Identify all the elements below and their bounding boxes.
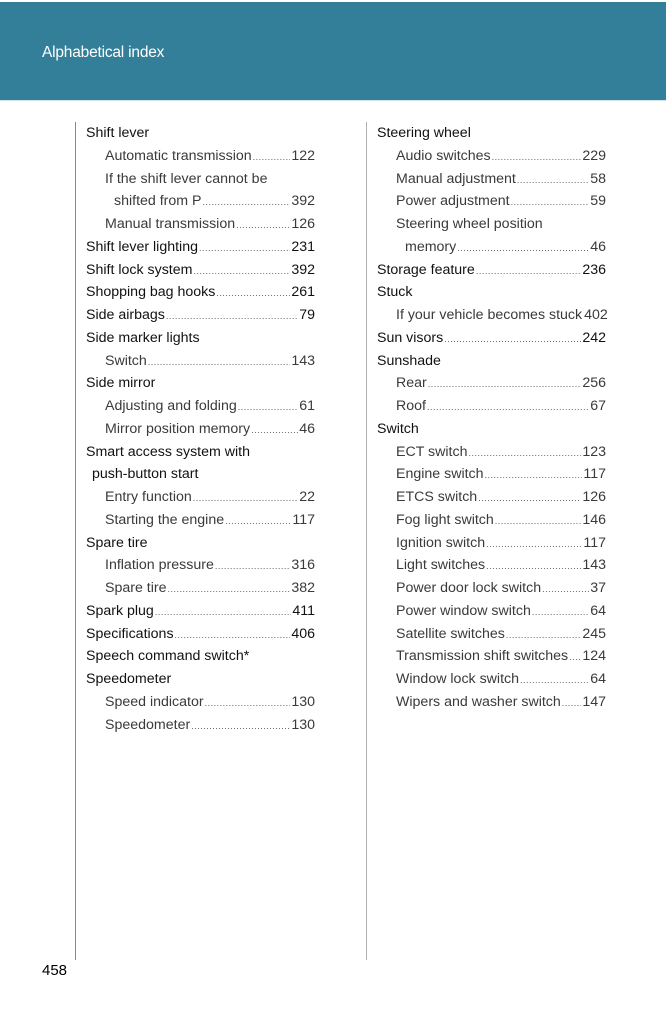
index-entry-label: Adjusting and folding (105, 398, 237, 414)
index-entry-page[interactable]: 143 (291, 352, 315, 369)
index-entry[interactable] (86, 350, 315, 373)
dot-leader (511, 191, 590, 214)
index-entry-label: Automatic transmission (105, 147, 252, 164)
index-entry-label: Light switches (396, 557, 486, 574)
dot-leader (542, 578, 589, 601)
index-entry (86, 463, 315, 486)
index-entry[interactable] (86, 236, 315, 259)
index-entry[interactable] (377, 441, 606, 464)
index-entry-page[interactable]: 126 (291, 216, 315, 232)
index-entry-label: push-button start (92, 466, 199, 483)
dot-leader (175, 624, 291, 647)
index-entry-label: Wipers and washer switch (396, 693, 561, 710)
index-entry-page[interactable]: 130 (291, 716, 315, 733)
index-list-right (377, 122, 606, 714)
index-entry-page[interactable]: 64 (590, 602, 606, 619)
dot-leader (215, 555, 290, 578)
index-entry-label: Window lock switch (396, 671, 519, 687)
index-entry-label: If the shift lever cannot be (105, 170, 268, 187)
dot-leader (520, 669, 589, 692)
index-entry-label: memory (405, 238, 457, 255)
index-entry (86, 668, 315, 691)
dot-leader (562, 692, 582, 715)
index-entry-page[interactable]: 406 (291, 625, 315, 642)
index-entry-label: Manual transmission (105, 216, 236, 232)
index-entry-label: Switch (105, 352, 147, 369)
index-entry-label: Shift lever lighting (86, 238, 198, 255)
index-entry-label: Steering wheel (377, 125, 471, 141)
index-entry-label: If your vehicle becomes stuck (396, 307, 583, 323)
index-entry[interactable] (377, 691, 606, 714)
index-list-left (86, 122, 315, 736)
index-entry-label: Mirror position memory (105, 420, 251, 437)
index-entry-label: Roof (396, 398, 426, 414)
dot-leader (485, 464, 583, 487)
index-entry[interactable] (86, 554, 315, 577)
index-entry-page[interactable]: 245 (582, 625, 606, 642)
dot-leader (193, 260, 290, 283)
index-entry-page[interactable]: 61 (299, 398, 315, 414)
index-entry[interactable] (86, 577, 315, 600)
index-entry-label: Starting the engine (105, 511, 225, 528)
index-entry-label: Side airbags (86, 307, 165, 323)
index-entry[interactable] (86, 418, 315, 441)
index-entry-label: Stuck (377, 284, 413, 301)
dot-leader (468, 442, 581, 465)
index-entry-page[interactable]: 59 (590, 193, 606, 210)
index-entry (86, 372, 315, 395)
index-entry-label: Power window switch (396, 602, 531, 619)
index-entry-page[interactable]: 124 (582, 648, 606, 665)
dot-leader (166, 305, 298, 328)
dot-leader (428, 373, 582, 396)
index-entry-page[interactable]: 229 (582, 147, 606, 164)
index-entry-page[interactable]: 261 (291, 284, 315, 301)
index-entry-label: Manual adjustment (396, 170, 516, 187)
index-entry-page[interactable]: 126 (582, 489, 606, 505)
index-entry-label: Spare tire (86, 534, 148, 551)
index-entry[interactable] (86, 714, 315, 737)
index-entry-page[interactable]: 316 (291, 557, 315, 574)
index-entry-page[interactable]: 67 (590, 398, 606, 414)
index-entry[interactable] (377, 623, 606, 646)
dot-leader (532, 601, 589, 624)
index-entry-label: Side marker lights (86, 329, 200, 346)
index-entry-page[interactable]: 37 (590, 580, 606, 596)
index-entry[interactable] (86, 691, 315, 714)
index-entry[interactable] (377, 554, 606, 577)
index-entry-label: Speed indicator (105, 693, 204, 710)
index-entry-label: Sunshade (377, 352, 441, 369)
index-entry (86, 168, 315, 191)
index-entry[interactable] (377, 190, 606, 213)
dot-leader (457, 237, 589, 260)
dot-leader (203, 191, 291, 214)
index-entry[interactable] (377, 600, 606, 623)
index-entry[interactable] (86, 145, 315, 168)
index-entry[interactable] (86, 304, 315, 327)
index-entry-label: Power door lock switch (396, 580, 542, 596)
index-entry-label: Audio switches (396, 147, 491, 164)
dot-leader (238, 396, 298, 419)
index-entry-page[interactable]: 256 (582, 375, 606, 392)
index-entry-page[interactable]: 392 (291, 261, 315, 278)
index-entry[interactable] (377, 236, 606, 259)
index-entry (86, 122, 315, 145)
dot-leader (506, 624, 582, 647)
index-entry-page[interactable]: 46 (590, 238, 606, 255)
index-entry[interactable] (377, 304, 606, 327)
dot-leader (251, 419, 298, 442)
dot-leader (168, 578, 291, 601)
page-title: Alphabetical index (42, 44, 165, 61)
index-entry (86, 327, 315, 350)
dot-leader (236, 214, 290, 237)
index-entry-page[interactable]: 58 (590, 170, 606, 187)
index-entry[interactable] (86, 623, 315, 646)
index-entry-label: Smart access system with (86, 443, 250, 460)
index-entry[interactable] (377, 168, 606, 191)
index-entry-page[interactable]: 411 (292, 602, 315, 619)
index-entry-label: Speedometer (86, 671, 172, 687)
index-entry (377, 122, 606, 145)
index-entry-label: Fog light switch (396, 511, 494, 528)
index-entry-label: Shift lever (86, 125, 150, 141)
index-entry-label: ETCS switch (396, 489, 478, 505)
index-entry-page[interactable]: 117 (292, 511, 315, 528)
index-entry-label: Transmission shift switches (396, 648, 569, 665)
index-entry[interactable] (86, 190, 315, 213)
index-entry[interactable] (377, 145, 606, 168)
dot-leader (199, 237, 290, 260)
index-entry[interactable] (86, 213, 315, 236)
dot-leader (486, 555, 581, 578)
dot-leader (216, 282, 290, 305)
index-entry-label: Switch (377, 420, 419, 437)
index-entry[interactable] (377, 486, 606, 509)
index-entry[interactable] (86, 509, 315, 532)
index-entry-page[interactable]: 130 (291, 693, 315, 710)
dot-leader (427, 396, 589, 419)
index-entry-page[interactable]: 46 (299, 420, 315, 437)
index-entry-label: Shift lock system (86, 261, 193, 278)
index-entry[interactable] (377, 259, 606, 282)
page-number: 458 (42, 962, 68, 979)
index-entry[interactable] (377, 463, 606, 486)
index-entry (377, 213, 606, 236)
dot-leader (191, 715, 290, 738)
index-entry-label: Inflation pressure (105, 557, 214, 574)
index-entry-page[interactable]: 231 (291, 238, 315, 255)
dot-leader (193, 487, 298, 510)
dot-leader (517, 169, 589, 192)
dot-leader (225, 510, 291, 533)
index-entry-page[interactable]: 147 (582, 693, 606, 710)
header-banner (0, 2, 666, 100)
index-entry[interactable] (377, 577, 606, 600)
index-entry-page[interactable]: 117 (583, 466, 606, 483)
index-entry[interactable] (377, 327, 606, 350)
index-entry[interactable] (377, 509, 606, 532)
dot-leader (486, 533, 582, 556)
index-entry (86, 645, 315, 668)
index-entry-label: Speech command switch* (86, 648, 250, 665)
index-entry[interactable] (377, 645, 606, 668)
dot-leader (569, 646, 581, 669)
index-column-right (366, 122, 607, 960)
index-entry-label: Spark plug (86, 602, 154, 619)
dot-leader (495, 510, 582, 533)
index-entry-page[interactable]: 143 (582, 557, 606, 574)
index-entry[interactable] (86, 486, 315, 509)
index-entry[interactable] (377, 532, 606, 555)
index-entry[interactable] (86, 259, 315, 282)
index-entry[interactable] (377, 668, 606, 691)
index-entry-label: Speedometer (105, 716, 191, 733)
index-entry (86, 441, 315, 464)
dot-leader (155, 601, 292, 624)
index-entry-label: Entry function (105, 489, 192, 505)
index-entry-label: Specifications (86, 625, 174, 642)
index-entry-label: Power adjustment (396, 193, 510, 210)
index-entry-label: Rear (396, 375, 427, 392)
index-entry-page[interactable]: 392 (291, 193, 315, 210)
index-entry-label: Steering wheel position (396, 216, 543, 232)
index-entry-page[interactable]: 146 (582, 511, 606, 528)
index-entry-label: Engine switch (396, 466, 484, 483)
index-entry (377, 350, 606, 373)
index-entry-label: Side mirror (86, 375, 156, 392)
index-entry-page[interactable]: 123 (582, 443, 606, 460)
index-entry[interactable] (86, 281, 315, 304)
index-entry[interactable] (86, 395, 315, 418)
index-column-left (75, 122, 316, 960)
index-entry-label: ECT switch (396, 443, 468, 460)
index-entry (377, 418, 606, 441)
index-entry-page[interactable]: 122 (291, 147, 315, 164)
index-entry[interactable] (86, 600, 315, 623)
index-entry-page[interactable]: 64 (590, 671, 606, 687)
index-entry[interactable] (377, 395, 606, 418)
index-entry-page[interactable]: 402 (584, 307, 608, 323)
dot-leader (253, 146, 291, 169)
index-entry-page[interactable]: 236 (582, 261, 606, 278)
index-entry-label: Spare tire (105, 580, 167, 596)
dot-leader (478, 487, 581, 510)
index-entry-page[interactable]: 382 (291, 580, 315, 596)
index-entry (377, 281, 606, 304)
index-entry-page[interactable]: 117 (583, 534, 606, 551)
index-entry-label: Satellite switches (396, 625, 505, 642)
dot-leader (205, 692, 291, 715)
index-entry-label: shifted from P (114, 193, 202, 210)
index-entry-page[interactable]: 79 (299, 307, 315, 323)
dot-leader (444, 328, 581, 351)
index-entry-page[interactable]: 242 (582, 329, 606, 346)
index-entry-label: Ignition switch (396, 534, 486, 551)
index-entry (86, 532, 315, 555)
header-divider (0, 100, 666, 101)
dot-leader (476, 260, 582, 283)
index-entry-page[interactable]: 22 (299, 489, 315, 505)
dot-leader (148, 351, 291, 374)
index-entry[interactable] (377, 372, 606, 395)
index-entry-label: Storage feature (377, 261, 475, 278)
index-entry-label: Sun visors (377, 329, 444, 346)
dot-leader (492, 146, 582, 169)
index-entry-label: Shopping bag hooks (86, 284, 216, 301)
